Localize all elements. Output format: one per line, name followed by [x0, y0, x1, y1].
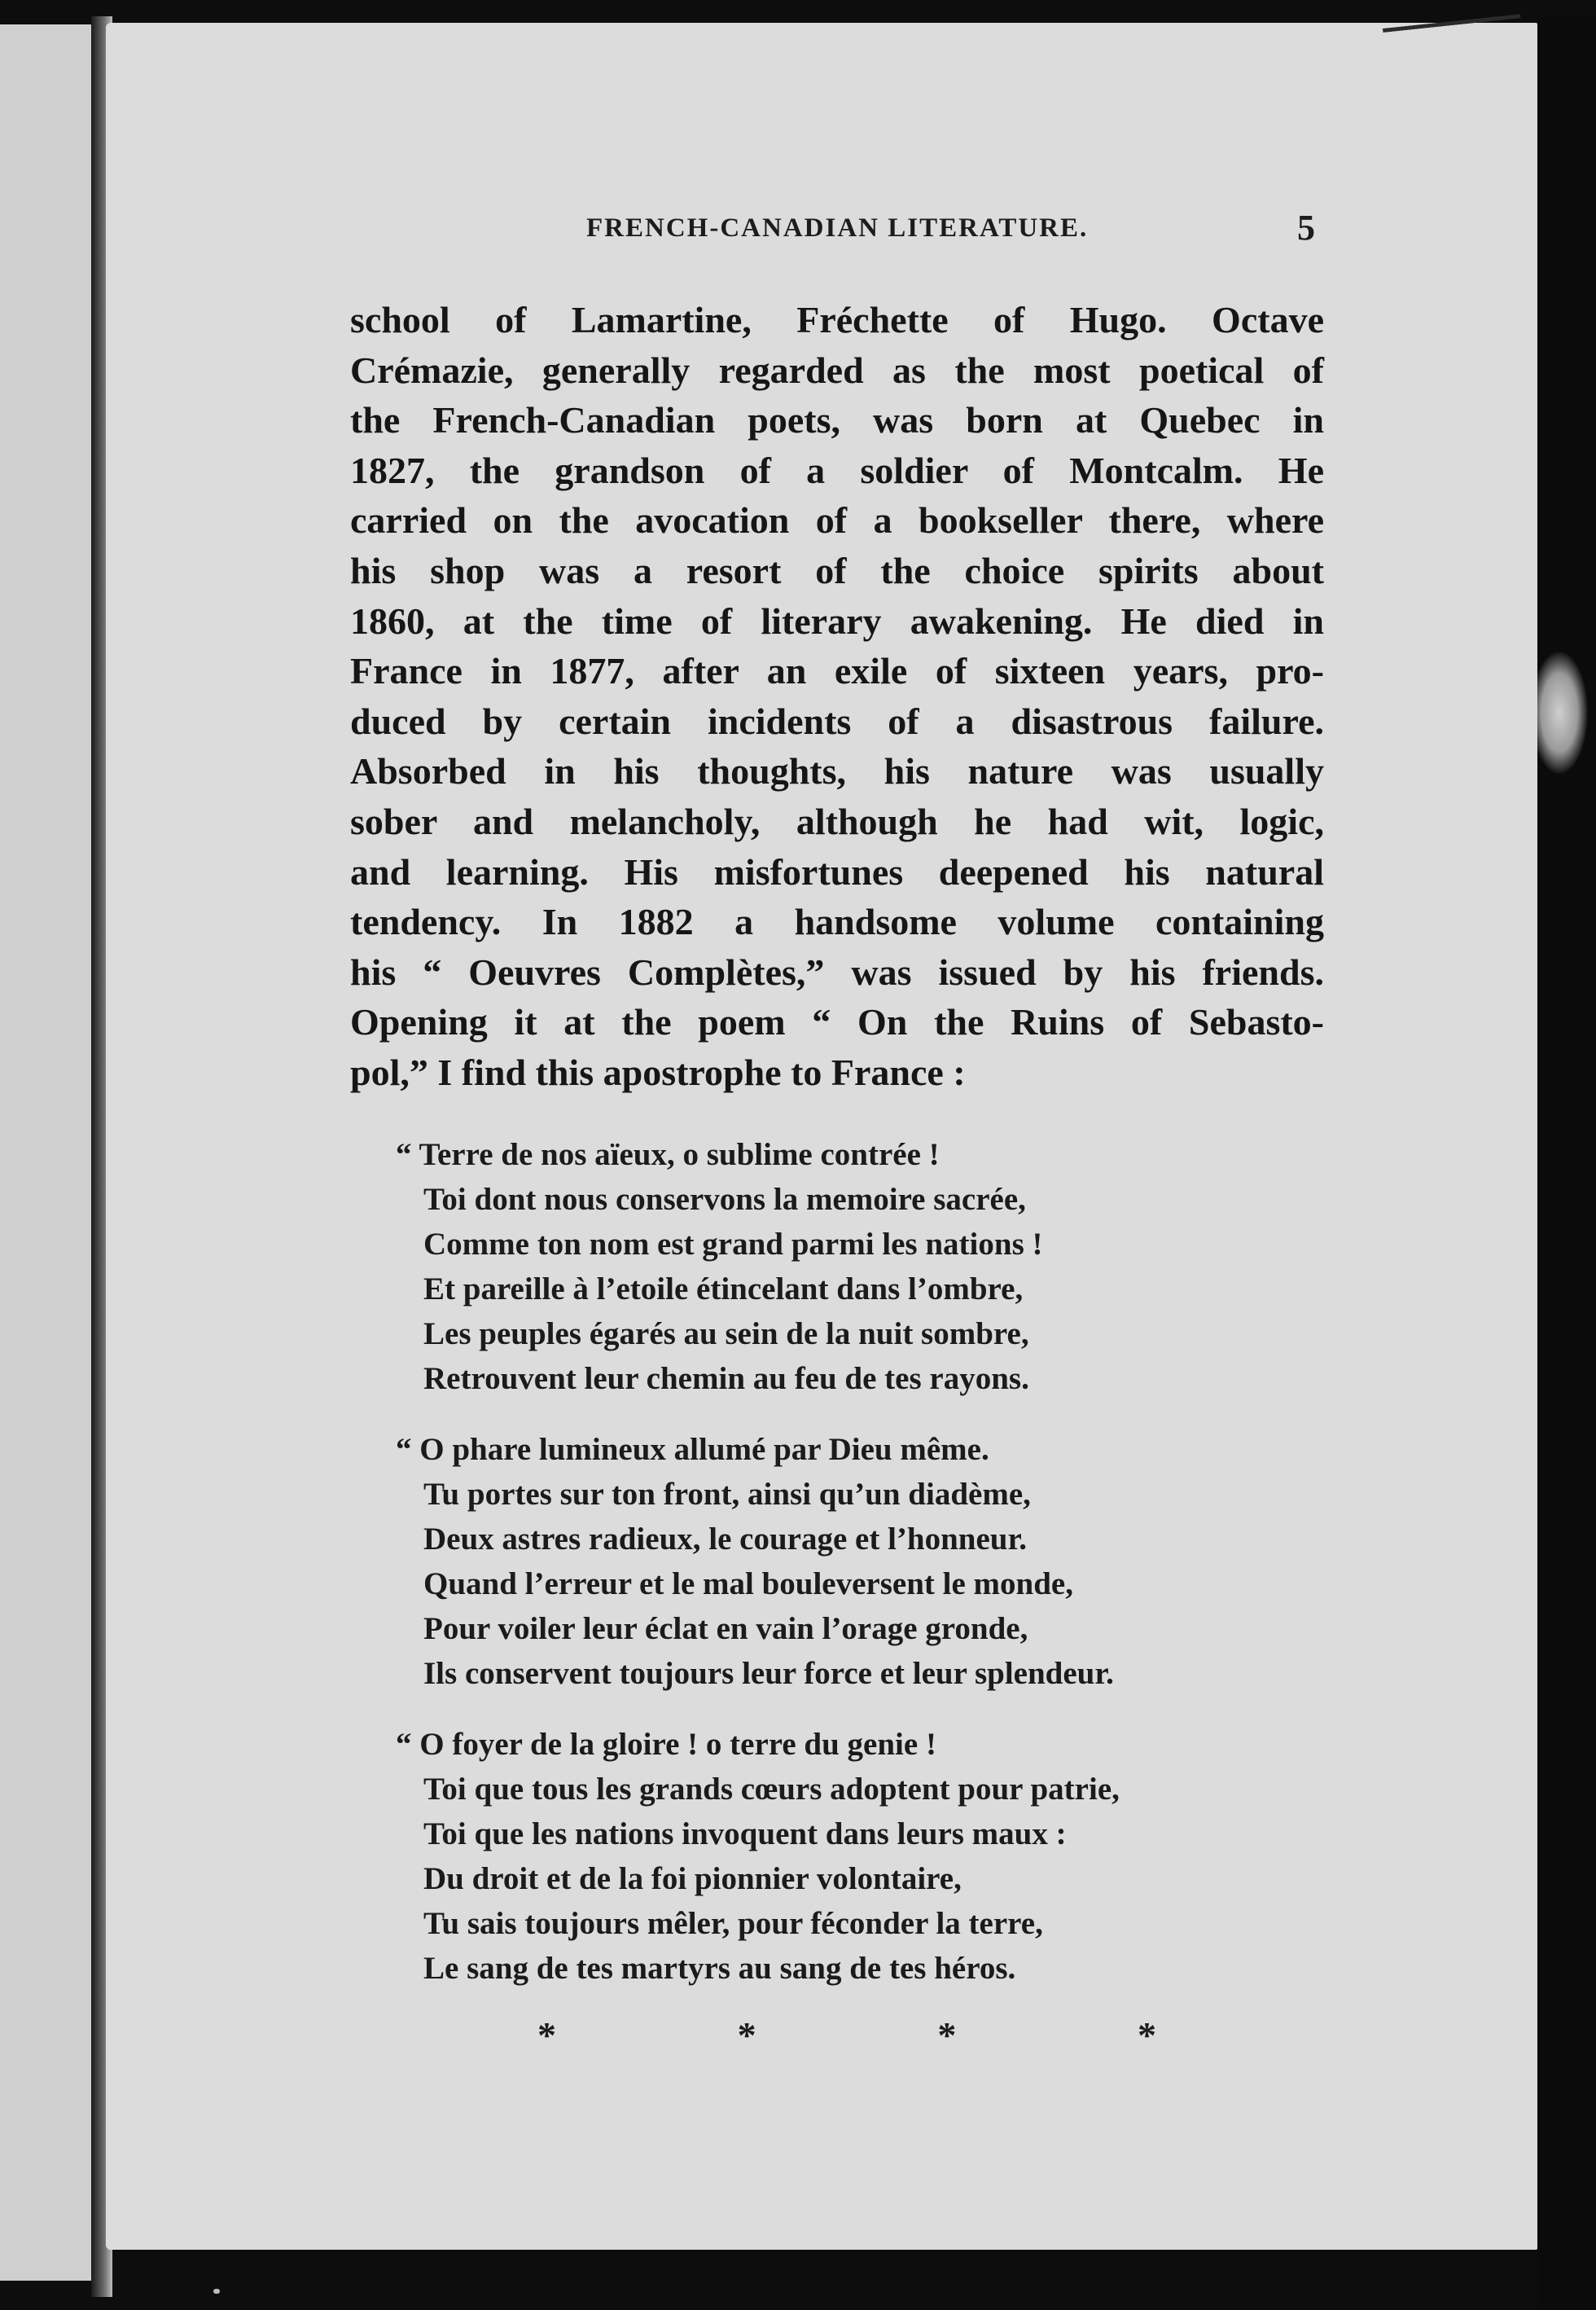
verse-line: “ O foyer de la gloire ! o terre du genie !: [396, 1727, 936, 1762]
paragraph-line: the French-Canadian poets, was born at Quebec in: [350, 399, 1324, 441]
verse-line: Les peuples égarés au sein de la nuit sombre,: [423, 1316, 1029, 1351]
verse-line: Du droit et de la foi pionnier volontaire,: [423, 1861, 962, 1896]
asterisk: *: [937, 2014, 957, 2056]
paragraph-line: and learning. His misfortunes deepened his natural: [350, 850, 1324, 893]
verse-line: Tu portes sur ton front, ainsi qu’un diadème,: [423, 1477, 1031, 1512]
page-number: 5: [1297, 208, 1315, 248]
verse-line: Quand l’erreur et le mal bouleversent le monde,: [423, 1566, 1073, 1601]
paragraph-line: duced by certain incidents of a disastrous failure.: [350, 700, 1324, 742]
asterisk: *: [1137, 2014, 1156, 2056]
verse-line: “ Terre de nos aïeux, o sublime contrée !: [396, 1137, 940, 1172]
paragraph-line: Crémazie, generally regarded as the most poetical of: [350, 349, 1324, 391]
poem-stanza: [396, 1722, 1308, 1991]
verse-line: Comme ton nom est grand parmi les nations !: [423, 1227, 1043, 1262]
verse-line: Toi que tous les grands cœurs adoptent pour patrie,: [423, 1772, 1120, 1807]
paragraph-line: sober and melancholy, although he had wit, logic,: [350, 800, 1324, 842]
facing-page-edge: [0, 24, 94, 2281]
paragraph-line: tendency. In 1882 a handsome volume containing: [350, 901, 1324, 943]
paragraph-line: Absorbed in his thoughts, his nature was usually: [350, 750, 1324, 793]
poem-stanza: [396, 1132, 1308, 1401]
verse-line: “ O phare lumineux allumé par Dieu même.: [396, 1432, 989, 1467]
verse-line: Pour voiler leur éclat en vain l’orage gronde,: [423, 1611, 1028, 1646]
paragraph-line: carried on the avocation of a bookseller there, where: [350, 499, 1324, 542]
body-paragraph: [350, 295, 1324, 1098]
scan-background-right: [1537, 16, 1596, 2310]
running-head: FRENCH-CANADIAN LITERATURE.: [586, 213, 1089, 243]
verse-line: Et pareille à l’etoile étincelant dans l’ombre,: [423, 1271, 1024, 1307]
paragraph-line: France in 1877, after an exile of sixteen years, pro-: [350, 650, 1324, 692]
verse-line: Deux astres radieux, le courage et l’honneur.: [423, 1522, 1027, 1557]
paragraph-line: his shop was a resort of the choice spirits about: [350, 549, 1324, 591]
paragraph-line: Opening it at the poem “ On the Ruins of Sebasto-: [350, 1001, 1324, 1043]
verse-line: Le sang de tes martyrs au sang de tes héros.: [423, 1951, 1016, 1986]
scan-speck: [213, 2289, 220, 2294]
verse-line: Toi que les nations invoquent dans leurs maux :: [423, 1816, 1067, 1851]
asterisk: *: [737, 2014, 756, 2056]
paragraph-line: 1827, the grandson of a soldier of Montcalm. He: [350, 449, 1324, 491]
section-break: [537, 2014, 1156, 2057]
paragraph-line: his “ Oeuvres Complètes,” was issued by his friends.: [350, 951, 1324, 993]
verse-line: Toi dont nous conservons la memoire sacrée,: [423, 1182, 1026, 1217]
verse-line: Tu sais toujours mêler, pour féconder la terre,: [423, 1906, 1043, 1941]
page-edge-damage: [1531, 652, 1588, 774]
verse-line: Ils conservent toujours leur force et leur splendeur.: [423, 1656, 1114, 1691]
verse-line: Retrouvent leur chemin au feu de tes rayons.: [423, 1361, 1029, 1396]
asterisk: *: [537, 2014, 556, 2056]
paragraph-line: 1860, at the time of literary awakening. He died in: [350, 599, 1324, 642]
poem-stanza: [396, 1427, 1308, 1696]
paragraph-line: school of Lamartine, Fréchette of Hugo. Octave: [350, 299, 1324, 340]
paragraph-line: pol,” I find this apostrophe to France :: [350, 1051, 966, 1093]
